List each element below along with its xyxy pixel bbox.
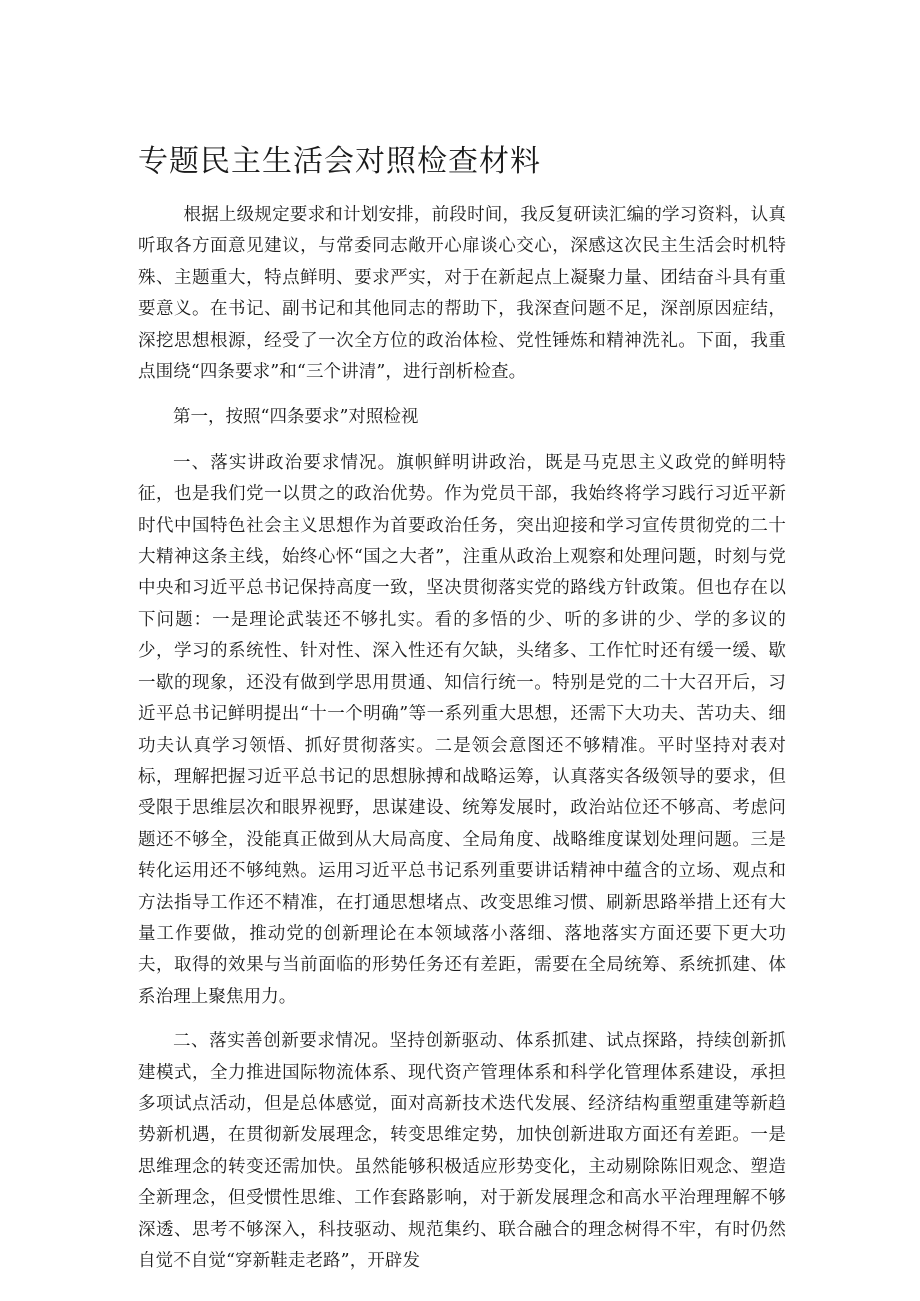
document-page — [138, 140, 786, 1290]
document-title: 专题民主生活会对照检查材料 — [138, 144, 541, 179]
intro-paragraph: 根据上级规定要求和计划安排，前段时间，我反复研读汇编的学习资料，认真听取各方面意见建议，与常委同志敞开心扉谈心交心，深感这次民主生活会时机特殊、主题重大，特点鲜明、要求严实，对于在新起点上凝聚力量、团结奋斗具有重要意义。在书记、副书记和其他同志的帮助下，我深查问题不足，深剖原因症结，深挖思想根源，经受了一次全方位的政治体检、党性锤炼和精神洗礼。下面，我重点围绕“四条要求”和“三个讲清”，进行剖析检查。 — [138, 205, 786, 383]
paragraph-politics: 一、落实讲政治要求情况。旗帜鲜明讲政治，既是马克思主义政党的鲜明特征，也是我们党一以贯之的政治优势。作为党员干部，我始终将学习践行习近平新时代中国特色社会主义思想作为首要政治任务，突出迎接和学习宣传贯彻党的二十大精神这条主线，始终心怀“国之大者”，注重从政治上观察和处理问题，时刻与党中央和习近平总书记保持高度一致，坚决贯彻落实党的路线方针政策。但也存在以下问题：一是理论武装还不够扎实。看的多悟的少、听的多讲的少、学的多议的少，学习的系统性、针对性、深入性还有欠缺，头绪多、工作忙时还有缓一缓、歇一歇的现象，还没有做到学思用贯通、知信行统一。特别是党的二十大召开后，习近平总书记鲜明提出“十一个明确”等一系列重大思想，还需下大功夫、苦功夫、细功夫认真学习领悟、抓好贯彻落实。二是领会意图还不够精准。平时坚持对表对标，理解把握习近平总书记的思想脉搏和战略运筹，认真落实各级领导的要求，但受限于思维层次和眼界视野，思谋建设、统筹发展时，政治站位还不够高、考虑问题还不够全，没能真正做到从大局高度、全局角度、战略维度谋划处理问题。三是转化运用还不够纯熟。运用习近平总书记系列重要讲话精神中蕴含的立场、观点和方法指导工作还不精准，在打通思想堵点、改变思维习惯、刷新思路举措上还有大量工作要做，推动党的创新理论在本领域落小落细、落地落实方面还要下更大功夫，取得的效果与当前面临的形势任务还有差距，需要在全局统筹、系统抓建、体系治理上聚焦用力。 — [138, 452, 786, 1007]
section-heading: 第一，按照“四条要求”对照检视 — [173, 407, 419, 428]
paragraph-innovation: 二、落实善创新要求情况。坚持创新驱动、体系抓建、试点探路，持续创新抓建模式，全力推进国际物流体系、现代资产管理体系和科学化管理体系建设，承担多项试点活动，但是总体感觉，面对高新技术迭代发展、经济结构重塑重建等新趋势新机遇，在贯彻新发展理念，转变思维定势，加快创新进取方面还有差距。一是思维理念的转变还需加快。虽然能够积极适应形势变化，主动剔除陈旧观念、塑造全新理念，但受惯性思维、工作套路影响，对于新发展理念和高水平治理理解不够深透、思考不够深入，科技驱动、规范集约、联合融合的理念树得不牢，有时仍然自觉不自觉“穿新鞋走老路”，开辟发 — [138, 1031, 786, 1271]
